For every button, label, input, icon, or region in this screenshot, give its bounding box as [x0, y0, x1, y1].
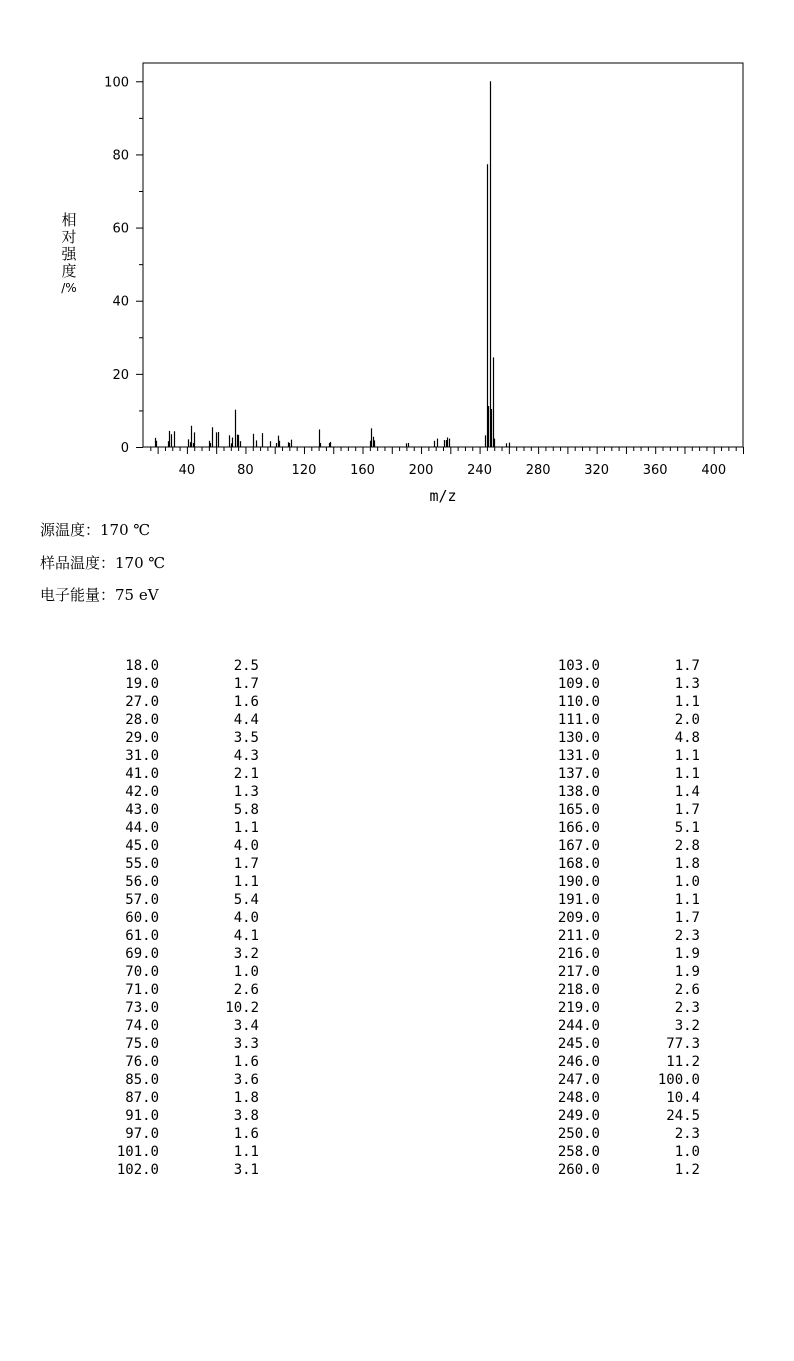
peak-table-row [105, 675, 259, 693]
intensity-value: 1.6 [233, 694, 259, 710]
mz-value: 245.0 [557, 1036, 600, 1052]
mz-value: 110.0 [557, 694, 600, 710]
mz-value: 109.0 [557, 676, 600, 692]
intensity-value: 2.3 [674, 1126, 700, 1142]
intensity-value: 5.1 [674, 820, 700, 836]
intensity-value: 2.5 [233, 658, 259, 674]
x-tick-label: 120 [291, 463, 317, 478]
intensity-value: 3.3 [233, 1036, 259, 1052]
intensity-value: 1.7 [674, 658, 700, 674]
peak-table-row [105, 711, 259, 729]
peak-table-row [105, 855, 259, 873]
peak-table-row [546, 909, 700, 927]
mz-value: 191.0 [557, 892, 600, 908]
mz-value: 75.0 [125, 1036, 159, 1052]
mz-value: 248.0 [557, 1090, 600, 1106]
peak-table-row [546, 837, 700, 855]
intensity-value: 1.7 [233, 676, 259, 692]
mz-value: 216.0 [557, 946, 600, 962]
mz-value: 209.0 [557, 910, 600, 926]
mz-value: 246.0 [557, 1054, 600, 1070]
intensity-value: 1.1 [674, 694, 700, 710]
mz-value: 27.0 [125, 694, 159, 710]
mz-value: 28.0 [125, 712, 159, 728]
peak-table-row [105, 1089, 259, 1107]
intensity-value: 3.2 [233, 946, 259, 962]
mz-value: 76.0 [125, 1054, 159, 1070]
peak-table-row [105, 819, 259, 837]
peak-table-row [546, 1017, 700, 1035]
peak-table-row [546, 765, 700, 783]
mz-value: 101.0 [116, 1144, 159, 1160]
peak-table-row [105, 1107, 259, 1125]
sample-temperature: 样品温度：170 ℃ [40, 554, 166, 572]
peak-table-row [105, 927, 259, 945]
peak-table-row [546, 1161, 700, 1179]
mz-value: 70.0 [125, 964, 159, 980]
mz-value: 91.0 [125, 1108, 159, 1124]
intensity-value: 77.3 [666, 1036, 700, 1052]
mz-value: 42.0 [125, 784, 159, 800]
mass-spectrum-chart [0, 0, 794, 510]
tick-labels [104, 75, 726, 478]
peak-table-row [105, 981, 259, 999]
peak-table-row [105, 1035, 259, 1053]
intensity-value: 10.4 [666, 1090, 700, 1106]
y-tick-label: 100 [104, 75, 129, 91]
y-axis-label-char: 相 [61, 211, 77, 229]
mz-value: 97.0 [125, 1126, 159, 1142]
intensity-value: 1.6 [233, 1054, 259, 1070]
peak-table-row [546, 1053, 700, 1071]
intensity-value: 3.1 [233, 1162, 259, 1178]
intensity-value: 1.2 [674, 1162, 700, 1178]
intensity-value: 2.0 [674, 712, 700, 728]
mz-value: 219.0 [557, 1000, 600, 1016]
mz-value: 260.0 [557, 1162, 600, 1178]
intensity-value: 5.8 [233, 802, 259, 818]
peak-table-row [105, 945, 259, 963]
intensity-value: 2.3 [674, 1000, 700, 1016]
source-temperature: 源温度：170 ℃ [40, 521, 151, 539]
intensity-value: 1.7 [233, 856, 259, 872]
mz-value: 130.0 [557, 730, 600, 746]
mz-value: 137.0 [557, 766, 600, 782]
mz-value: 44.0 [125, 820, 159, 836]
peak-table-row [546, 801, 700, 819]
intensity-value: 2.3 [674, 928, 700, 944]
intensity-value: 1.9 [674, 946, 700, 962]
peak-table-row [546, 729, 700, 747]
mz-value: 218.0 [557, 982, 600, 998]
mz-value: 190.0 [557, 874, 600, 890]
y-axis-label-char: 对 [61, 228, 77, 246]
peak-table-row [105, 693, 259, 711]
peak-table-row [546, 1035, 700, 1053]
peak-table-row [546, 891, 700, 909]
mz-value: 258.0 [557, 1144, 600, 1160]
mz-value: 85.0 [125, 1072, 159, 1088]
y-tick-label: 20 [112, 367, 129, 383]
mz-value: 56.0 [125, 874, 159, 890]
mz-value: 250.0 [557, 1126, 600, 1142]
peak-table-row [105, 837, 259, 855]
peak-table-row [105, 657, 259, 675]
mz-value: 45.0 [125, 838, 159, 854]
intensity-value: 3.8 [233, 1108, 259, 1124]
plot-frame [143, 63, 743, 447]
mz-value: 167.0 [557, 838, 600, 854]
intensity-value: 10.2 [225, 1000, 259, 1016]
mz-value: 74.0 [125, 1018, 159, 1034]
peak-table-row [105, 747, 259, 765]
peak-table-row [546, 675, 700, 693]
peak-table-row [546, 981, 700, 999]
peak-table-row [105, 1017, 259, 1035]
intensity-value: 4.8 [674, 730, 700, 746]
intensity-value: 3.4 [233, 1018, 259, 1034]
y-axis-label-char: /% [61, 281, 77, 295]
mz-value: 73.0 [125, 1000, 159, 1016]
y-tick-label: 80 [112, 148, 129, 164]
intensity-value: 2.6 [674, 982, 700, 998]
intensity-value: 24.5 [666, 1108, 700, 1124]
x-tick-label: 80 [237, 463, 254, 478]
mz-value: 102.0 [116, 1162, 159, 1178]
peak-table-row [546, 693, 700, 711]
peak-table-left [105, 657, 259, 1179]
peak-table-row [105, 1161, 259, 1179]
mz-value: 244.0 [557, 1018, 600, 1034]
peak-table-row [105, 1053, 259, 1071]
mz-value: 111.0 [557, 712, 600, 728]
peak-table-row [546, 927, 700, 945]
x-tick-label: 360 [642, 463, 668, 478]
mz-value: 103.0 [557, 658, 600, 674]
peak-table-row [105, 999, 259, 1017]
peak-table-row [546, 873, 700, 891]
y-axis-label [58, 212, 80, 297]
peak-table-row [546, 1143, 700, 1161]
peak-table-row [546, 1125, 700, 1143]
mz-value: 60.0 [125, 910, 159, 926]
peak-table-row [546, 1071, 700, 1089]
x-tick-label: 400 [701, 463, 727, 478]
intensity-value: 4.4 [233, 712, 259, 728]
intensity-value: 1.1 [674, 892, 700, 908]
peak-table-row [105, 729, 259, 747]
mz-value: 43.0 [125, 802, 159, 818]
intensity-value: 11.2 [666, 1054, 700, 1070]
intensity-value: 1.0 [674, 874, 700, 890]
electron-energy: 电子能量：75 eV [40, 586, 159, 604]
peak-table-row [546, 819, 700, 837]
peak-table-row [546, 945, 700, 963]
mz-value: 69.0 [125, 946, 159, 962]
intensity-value: 4.1 [233, 928, 259, 944]
mz-value: 168.0 [557, 856, 600, 872]
mz-value: 131.0 [557, 748, 600, 764]
peak-table-right [546, 657, 700, 1179]
intensity-value: 5.4 [233, 892, 259, 908]
intensity-value: 1.0 [674, 1144, 700, 1160]
y-axis-label-char: 度 [61, 262, 77, 280]
mz-value: 87.0 [125, 1090, 159, 1106]
intensity-value: 1.0 [233, 964, 259, 980]
intensity-value: 2.6 [233, 982, 259, 998]
axis-ticks [136, 82, 744, 454]
peak-table-row [105, 801, 259, 819]
peak-table-row [546, 1089, 700, 1107]
peak-table-row [105, 1143, 259, 1161]
x-tick-label: 320 [584, 463, 610, 478]
mz-value: 19.0 [125, 676, 159, 692]
peak-table-row [105, 765, 259, 783]
intensity-value: 1.4 [674, 784, 700, 800]
intensity-value: 1.8 [233, 1090, 259, 1106]
peak-table-row [546, 855, 700, 873]
intensity-value: 1.1 [674, 748, 700, 764]
peak-table-row [546, 711, 700, 729]
peak-table-row [105, 909, 259, 927]
mz-value: 166.0 [557, 820, 600, 836]
x-tick-label: 160 [350, 463, 375, 478]
x-axis-label: m/z [429, 487, 457, 505]
x-tick-label: 280 [525, 463, 551, 478]
mz-value: 55.0 [125, 856, 159, 872]
mz-value: 71.0 [125, 982, 159, 998]
mz-value: 29.0 [125, 730, 159, 746]
mz-value: 57.0 [125, 892, 159, 908]
intensity-value: 3.5 [233, 730, 259, 746]
intensity-value: 4.3 [233, 748, 259, 764]
peak-table-row [105, 1071, 259, 1089]
mz-value: 217.0 [557, 964, 600, 980]
mz-value: 138.0 [557, 784, 600, 800]
intensity-value: 1.3 [233, 784, 259, 800]
intensity-value: 1.1 [233, 1144, 259, 1160]
mz-value: 61.0 [125, 928, 159, 944]
intensity-value: 1.3 [674, 676, 700, 692]
peak-table-row [105, 783, 259, 801]
x-tick-label: 200 [408, 463, 434, 478]
mz-value: 165.0 [557, 802, 600, 818]
y-tick-label: 60 [112, 221, 129, 237]
peak-table-row [546, 783, 700, 801]
peak-table-row [105, 891, 259, 909]
intensity-value: 3.2 [674, 1018, 700, 1034]
mz-value: 249.0 [557, 1108, 600, 1124]
peak-table-row [546, 1107, 700, 1125]
intensity-value: 1.7 [674, 910, 700, 926]
intensity-value: 1.1 [674, 766, 700, 782]
peak-table-row [105, 963, 259, 981]
intensity-value: 1.1 [233, 820, 259, 836]
intensity-value: 1.1 [233, 874, 259, 890]
y-axis-label-char: 强 [61, 245, 77, 263]
y-tick-label: 0 [120, 441, 129, 456]
intensity-value: 3.6 [233, 1072, 259, 1088]
intensity-value: 1.6 [233, 1126, 259, 1142]
mz-value: 41.0 [125, 766, 159, 782]
peak-table-row [105, 873, 259, 891]
peak-table-row [546, 963, 700, 981]
intensity-value: 2.8 [674, 838, 700, 854]
peak-table-row [105, 1125, 259, 1143]
intensity-value: 4.0 [233, 910, 259, 926]
y-tick-label: 40 [112, 294, 129, 310]
intensity-value: 1.7 [674, 802, 700, 818]
intensity-value: 1.9 [674, 964, 700, 980]
intensity-value: 100.0 [657, 1072, 700, 1088]
peak-table-row [546, 657, 700, 675]
spectrum-peaks [156, 81, 510, 447]
intensity-value: 4.0 [233, 838, 259, 854]
peak-table-row [546, 999, 700, 1017]
mz-value: 31.0 [125, 748, 159, 764]
x-tick-label: 40 [178, 463, 196, 478]
mz-value: 18.0 [125, 658, 159, 674]
peak-table-row [546, 747, 700, 765]
mz-value: 211.0 [557, 928, 600, 944]
intensity-value: 2.1 [233, 766, 259, 782]
mz-value: 247.0 [557, 1072, 600, 1088]
intensity-value: 1.8 [674, 856, 700, 872]
x-tick-label: 240 [467, 463, 492, 478]
